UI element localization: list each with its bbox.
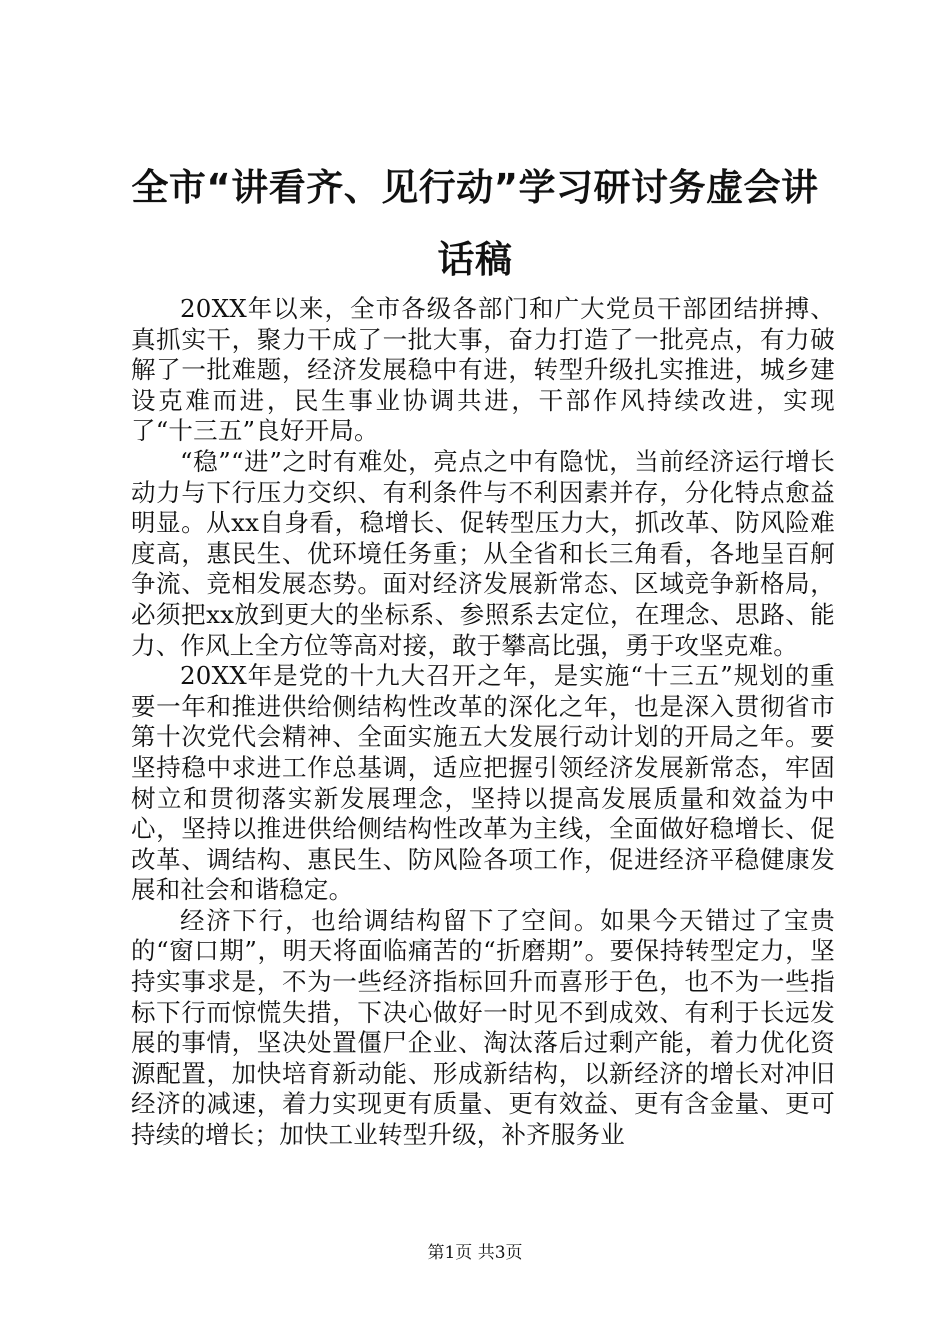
paragraph-3: 20XX年是党的十九大召开之年，是实施“十三五”规划的重要一年和推进供给侧结构性改革的深化之年，也是深入贯彻省市第十次党代会精神、全面实施五大发展行动计划的开局之年。要坚持稳中求进工作总基调，适应把握引领经济发展新常态，牢固树立和贯彻落实新发展理念，坚持以提高发展质量和效益为中心，坚持以推进供给侧结构性改革为主线，全面做好稳增长、促改革、调结构、惠民生、防风险各项工作，促进经济平稳健康发展和社会和谐稳定。 xyxy=(131,661,835,905)
document-title: 全市“讲看齐、见行动”学习研讨务虚会讲话稿 xyxy=(131,166,819,281)
page-number-footer: 第1页 共3页 xyxy=(427,1243,523,1263)
document-body xyxy=(131,294,835,1151)
paragraph-1: 20XX年以来，全市各级各部门和广大党员干部团结拼搏、真抓实干，聚力干成了一批大事，奋力打造了一批亮点，有力破解了一批难题，经济发展稳中有进，转型升级扎实推进，城乡建设克难而进，民生事业协调共进，干部作风持续改进，实现了“十三五”良好开局。 xyxy=(131,294,835,446)
paragraph-2: “稳”“进”之时有难处，亮点之中有隐忧，当前经济运行增长动力与下行压力交织、有利条件与不利因素并存，分化特点愈益明显。从xx自身看，稳增长、促转型压力大，抓改革、防风险难度高，惠民生、优环境任务重；从全省和长三角看，各地呈百舸争流、竞相发展态势。面对经济发展新常态、区域竞争新格局，必须把xx放到更大的坐标系、参照系去定位，在理念、思路、能力、作风上全方位等高对接，敢于攀高比强，勇于攻坚克难。 xyxy=(131,446,835,660)
paragraph-4: 经济下行，也给调结构留下了空间。如果今天错过了宝贵的“窗口期”，明天将面临痛苦的“折磨期”。要保持转型定力，坚持实事求是，不为一些经济指标回升而喜形于色，也不为一些指标下行而惊慌失措，下决心做好一时见不到成效、有利于长远发展的事情，坚决处置僵尸企业、淘汰落后过剩产能，着力优化资源配置，加快培育新动能、形成新结构，以新经济的增长对冲旧经济的减速，着力实现更有质量、更有效益、更有含金量、更可持续的增长；加快工业转型升级，补齐服务业 xyxy=(131,905,835,1150)
